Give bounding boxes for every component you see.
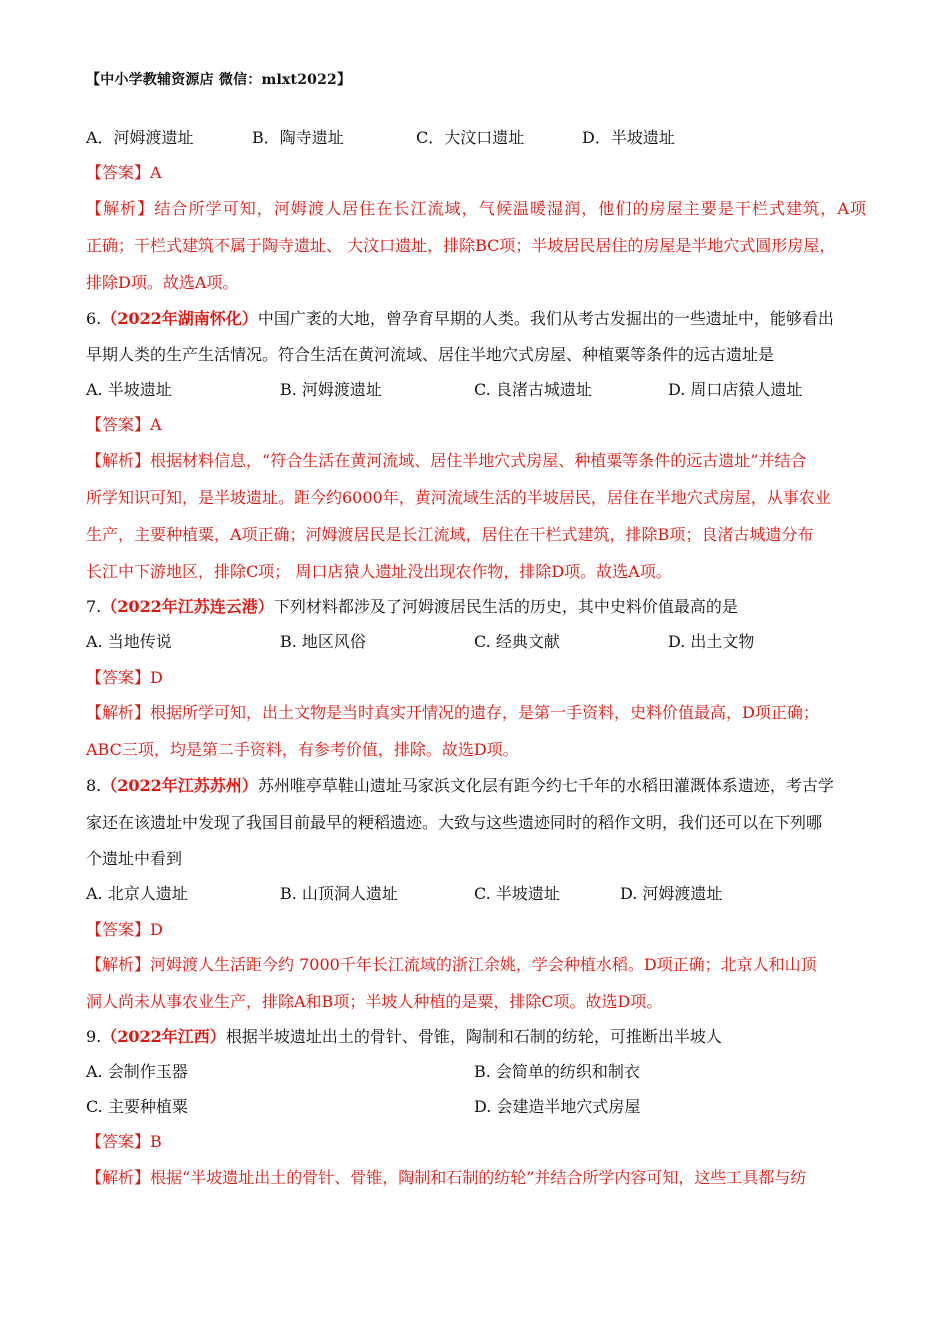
q6-analysis-line-4: 长江中下游地区，排除C项； 周口店猿人遗址没出现农作物，排除D项。故选A项。	[86, 562, 672, 581]
q8-stem-line-3: 个遗址中看到	[86, 849, 183, 868]
analysis-text: 河姆渡人生活距今约 7000千年长江流域的浙江余姚，学会种植水稻。D项正确；北京人和山顶	[150, 955, 817, 974]
answer-value: D	[150, 920, 163, 939]
q5-analysis-line-1	[86, 199, 866, 219]
q8-option-d: D. 河姆渡遗址	[620, 884, 723, 903]
q8-option-b: B. 山顶洞人遗址	[280, 884, 398, 903]
q6-answer	[86, 415, 866, 435]
question-number: 6.	[86, 309, 102, 328]
question-source: （2022年江苏苏州）	[101, 776, 258, 795]
q5-analysis-line-2: 正确；干栏式建筑不属于陶寺遗址、 大汶口遗址，排除BC项；半坡居民居住的房屋是半地穴式圆形房屋，	[86, 236, 836, 255]
analysis-text: 根据“半坡遗址出土的骨针、骨锥，陶制和石制的纺轮”并结合所学内容可知，这些工具都与纺	[150, 1168, 807, 1187]
q9-option-b: B. 会简单的纺织和制衣	[474, 1062, 640, 1081]
q5-option-c: C．大汶口遗址	[416, 128, 525, 147]
q5-option-b: B．陶寺遗址	[252, 128, 344, 147]
q7-option-c: C. 经典文献	[474, 632, 560, 651]
q5-answer	[86, 163, 866, 183]
answer-value: A	[150, 163, 162, 182]
q7-analysis-line-2: ABC三项，均是第二手资料，有参考价值，排除。故选D项。	[86, 740, 519, 759]
analysis-label: 【解析】	[86, 199, 155, 218]
analysis-label: 【解析】	[86, 1168, 151, 1187]
q5-analysis-line-3: 排除D项。故选A项。	[86, 273, 239, 292]
answer-label: 【答案】	[86, 1132, 151, 1151]
question-text: 苏州唯亭草鞋山遗址马家浜文化层有距今约七千年的水稻田灌溉体系遗迹，考古学	[257, 776, 834, 795]
question-number: 7.	[86, 597, 102, 616]
q7-option-d: D. 出土文物	[668, 632, 755, 651]
q6-stem-line-2: 早期人类的生产生活情况。符合生活在黄河流域、居住半地穴式房屋、种植粟等条件的远古遗址是	[86, 345, 775, 364]
answer-value: A	[150, 415, 162, 434]
analysis-text: 结合所学可知，河姆渡人居住在长江流域，气候温暖湿润，他们的房屋主要是干栏式建筑，A项	[154, 199, 866, 218]
q6-option-a: A. 半坡遗址	[86, 380, 172, 399]
question-text: 根据半坡遗址出土的骨针、骨锥，陶制和石制的纺轮，可推断出半坡人	[225, 1027, 722, 1046]
q6-option-c: C. 良渚古城遗址	[474, 380, 592, 399]
q8-analysis-line-2: 洞人尚未从事农业生产，排除A和B项；半坡人种植的是粟，排除C项。故选D项。	[86, 992, 663, 1011]
q7-option-b: B. 地区风俗	[280, 632, 366, 651]
q5-option-d: D．半坡遗址	[582, 128, 675, 147]
answer-value: B	[150, 1132, 162, 1151]
q8-stem-line-2: 家还在该遗址中发现了我国目前最早的粳稻遗迹。大致与这些遗迹同时的稻作文明，我们还可以在下列哪	[86, 813, 823, 832]
question-text: 中国广袤的大地，曾孕育早期的人类。我们从考古发掘出的一些遗址中，能够看出	[257, 309, 834, 328]
q5-option-a: A．河姆渡遗址	[86, 128, 194, 147]
question-number: 9.	[86, 1027, 102, 1046]
answer-label: 【答案】	[86, 668, 151, 687]
q9-answer	[86, 1132, 866, 1152]
answer-value: D	[150, 668, 163, 687]
q8-answer	[86, 920, 866, 940]
question-number: 8.	[86, 776, 102, 795]
q9-option-d: D. 会建造半地穴式房屋	[474, 1097, 641, 1116]
answer-label: 【答案】	[86, 163, 151, 182]
question-source: （2022年江苏连云港）	[101, 597, 274, 616]
analysis-label: 【解析】	[86, 451, 151, 470]
q9-option-c: C. 主要种植粟	[86, 1097, 188, 1116]
q6-analysis-line-1	[86, 451, 866, 471]
q6-option-d: D. 周口店猿人遗址	[668, 380, 803, 399]
q7-answer	[86, 668, 866, 688]
analysis-text: 根据所学可知，出土文物是当时真实开情况的遗存，是第一手资料，史料价值最高，D项正确；	[150, 703, 819, 722]
q8-analysis-line-1	[86, 955, 866, 975]
q8-stem-line-1	[86, 776, 866, 796]
question-source: （2022年湖南怀化）	[101, 309, 258, 328]
q9-stem-line-1	[86, 1027, 866, 1047]
analysis-label: 【解析】	[86, 955, 151, 974]
answer-label: 【答案】	[86, 415, 151, 434]
q6-stem-line-1	[86, 309, 866, 329]
question-source: （2022年江西）	[101, 1027, 226, 1046]
q7-analysis-line-1	[86, 703, 866, 723]
q6-analysis-line-3: 生产，主要种植粟，A项正确；河姆渡居民是长江流域，居住在干栏式建筑，排除B项；良渚古城遗分布	[86, 525, 814, 544]
analysis-text: 根据材料信息，“符合生活在黄河流域、居住半地穴式房屋、种植粟等条件的远古遗址”并结合	[150, 451, 807, 470]
q7-option-a: A. 当地传说	[86, 632, 172, 651]
q9-option-a: A. 会制作玉器	[86, 1062, 188, 1081]
q8-option-c: C. 半坡遗址	[474, 884, 560, 903]
analysis-label: 【解析】	[86, 703, 151, 722]
q9-analysis-line-1	[86, 1168, 866, 1188]
page-header: 【中小学教辅资源店 微信：mlxt2022】	[86, 72, 352, 88]
question-text: 下列材料都涉及了河姆渡居民生活的历史，其中史料价值最高的是	[273, 597, 738, 616]
q6-option-b: B. 河姆渡遗址	[280, 380, 382, 399]
q7-stem-line-1	[86, 597, 866, 617]
q8-option-a: A. 北京人遗址	[86, 884, 188, 903]
q6-analysis-line-2: 所学知识可知，是半坡遗址。距今约6000年，黄河流域生活的半坡居民，居住在半地穴式房屋，从事农业	[86, 488, 831, 507]
answer-label: 【答案】	[86, 920, 151, 939]
